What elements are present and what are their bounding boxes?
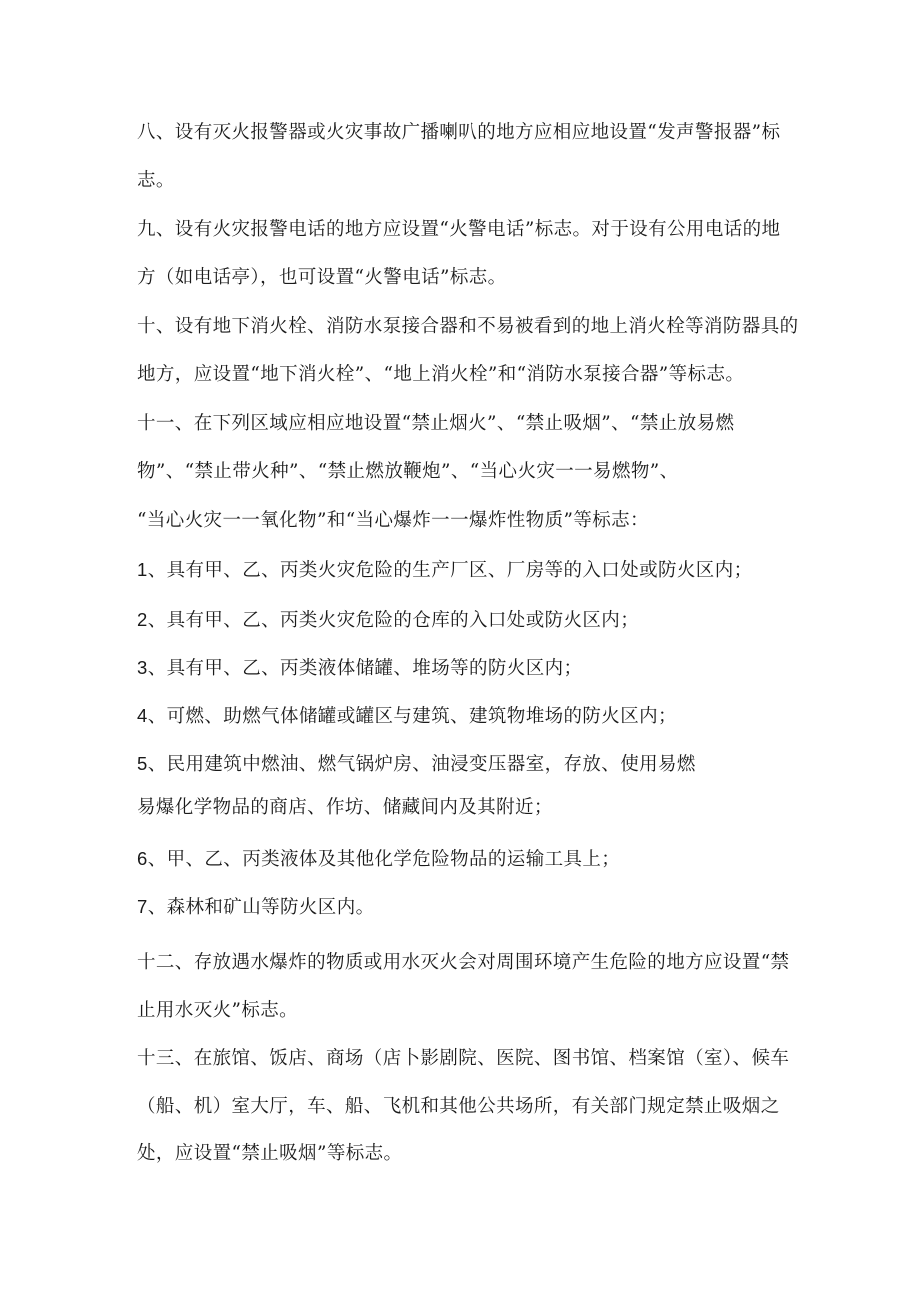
list-item-number: 4 <box>137 705 148 726</box>
paragraph-8-line-2: 志。 <box>137 170 175 191</box>
paragraph-10-line-1: 十、设有地下消火栓、消防水泵接合器和不易被看到的地上消火栓等消防器具的 <box>137 316 799 337</box>
list-item-text: 、民用建筑中燃油、燃气锅炉房、油浸变压器室，存放、使用易燃 <box>147 754 696 775</box>
list-item-text: 、具有甲、乙、丙类液体储罐、堆场等的防火区内； <box>147 658 583 679</box>
list-item-text: 、具有甲、乙、丙类火灾危险的仓库的入口处或防火区内； <box>147 610 640 631</box>
list-item-1 <box>137 558 797 583</box>
list-item-6 <box>137 847 797 872</box>
paragraph-9-line-2: 方（如电话亭），也可设置“火警电话”标志。 <box>137 267 507 288</box>
paragraph-13-line-1: 十三、在旅馆、饭店、商场（店卜影剧院、医院、图书馆、档案馆（室）、候车 <box>137 1048 790 1069</box>
list-item-text: 、甲、乙、丙类液体及其他化学危险物品的运输工具上； <box>147 849 621 870</box>
paragraph-10-line-2: 地方，应设置“地下消火栓”、“地上消火栓”和“消防水泵接合器”等标志。 <box>137 364 745 385</box>
list-item-number: 3 <box>137 657 148 678</box>
list-item-5-line-2: 易爆化学物品的商店、作坊、储藏间内及其附近； <box>137 797 553 818</box>
paragraph-12-line-1: 十二、存放遇水爆炸的物质或用水灭火会对周围环境产生危险的地方应设置“禁 <box>137 952 790 973</box>
list-item-number: 1 <box>137 559 148 580</box>
list-item-number: 7 <box>137 896 148 917</box>
list-item-text: 、可燃、助燃气体储罐或罐区与建筑、建筑物堆场的防火区内； <box>147 706 677 727</box>
list-item-5 <box>137 752 797 777</box>
list-item-2 <box>137 608 797 633</box>
list-item-text: 、森林和矿山等防火区内。 <box>147 897 375 918</box>
list-item-7 <box>137 895 797 920</box>
paragraph-12-line-2: 止用水灭火”标志。 <box>137 1000 299 1021</box>
list-item-text: 、具有甲、乙、丙类火灾危险的生产厂区、厂房等的入口处或防火区内； <box>147 560 753 581</box>
list-item-number: 6 <box>137 848 148 869</box>
list-item-3 <box>137 656 797 681</box>
paragraph-13-line-3: 处，应设置“禁止吸烟”等标志。 <box>137 1143 403 1164</box>
list-item-4 <box>137 704 797 729</box>
paragraph-11-line-2: 物”、“禁止带火种”、“禁止燃放鞭炮”、“当心火灾一一易燃物”、 <box>137 461 679 482</box>
paragraph-13-line-2: （船、机）室大厅，车、船、飞机和其他公共场所，有关部门规定禁止吸烟之 <box>137 1096 780 1117</box>
paragraph-11-line-1: 十一、在下列区域应相应地设置“禁止烟火”、“禁止吸烟”、“禁止放易燃 <box>137 413 735 434</box>
list-item-number: 5 <box>137 753 148 774</box>
paragraph-11-line-3: “当心火灾一一氧化物”和“当心爆炸一一爆炸性物质”等标志： <box>137 510 649 531</box>
list-item-number: 2 <box>137 609 148 630</box>
paragraph-8-line-1: 八、设有灭火报警器或火灾事故广播喇叭的地方应相应地设置“发声警报器”标 <box>137 122 781 143</box>
paragraph-9-line-1: 九、设有火灾报警电话的地方应设置“火警电话”标志。对于设有公用电话的地 <box>137 219 781 240</box>
